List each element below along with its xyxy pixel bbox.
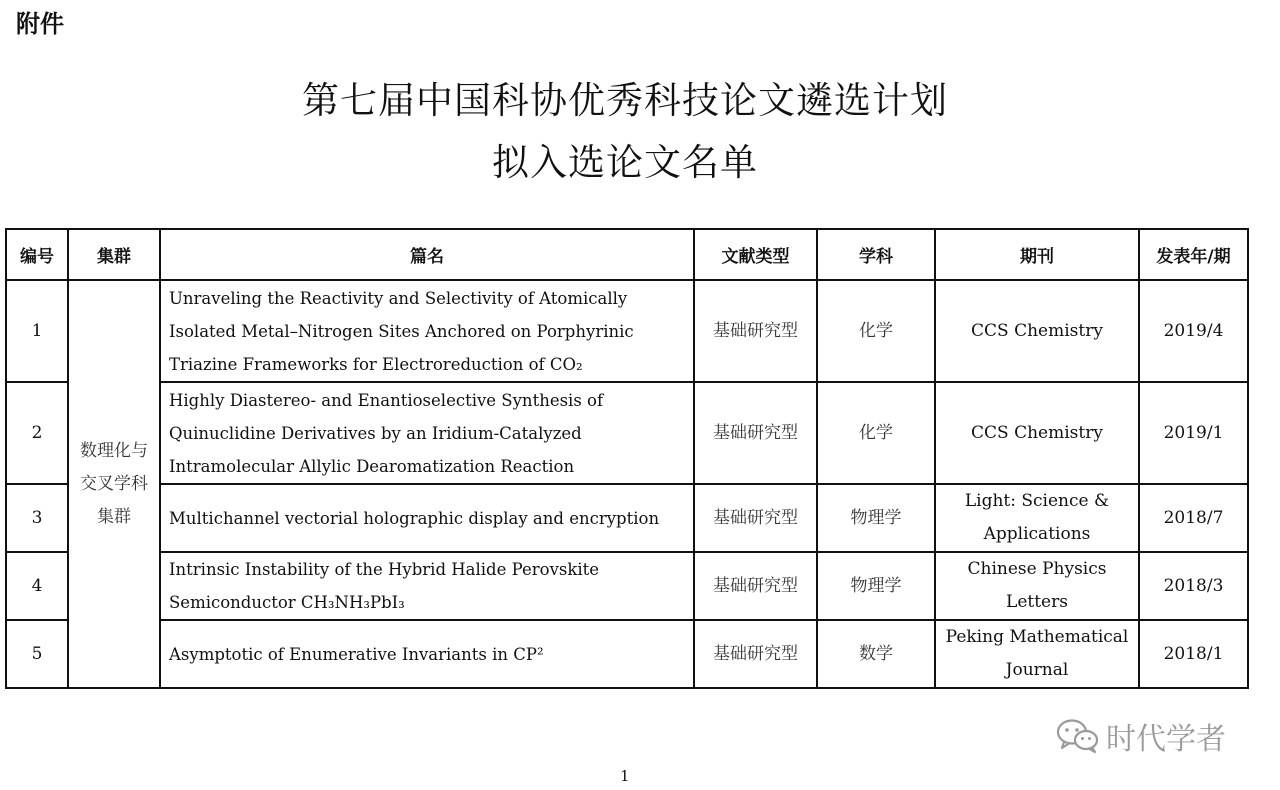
header-journal: 期刊 [935, 229, 1139, 280]
cell-subject: 数学 [817, 620, 935, 688]
cell-journal: CCS Chemistry [935, 382, 1139, 484]
cell-doc-type: 基础研究型 [694, 552, 817, 620]
attachment-label: 附件 [16, 10, 64, 38]
cell-subject: 化学 [817, 280, 935, 382]
cell-title: Highly Diastereo- and Enantioselective Synthesis of Quinuclidine Derivatives by an Iridium-Catalyzed Intramolecular Allylic Dearomatization Reaction [160, 382, 694, 484]
cell-title: Intrinsic Instability of the Hybrid Halide Perovskite Semiconductor CH₃NH₃PbI₃ [160, 552, 694, 620]
cell-year-issue: 2018/7 [1139, 484, 1248, 552]
page-subtitle: 拟入选论文名单 [492, 141, 758, 184]
header-year-issue: 发表年/期 [1139, 229, 1248, 280]
cell-subject: 物理学 [817, 552, 935, 620]
table-row [6, 552, 1248, 620]
table-row [6, 484, 1248, 552]
cell-title: Asymptotic of Enumerative Invariants in CP² [160, 620, 694, 688]
cell-doc-type: 基础研究型 [694, 382, 817, 484]
cell-journal: CCS Chemistry [935, 280, 1139, 382]
cell-cluster: 数理化与交叉学科集群 [68, 280, 160, 688]
cell-title: Multichannel vectorial holographic display and encryption [160, 484, 694, 552]
cell-journal: Light: Science & Applications [935, 484, 1139, 552]
watermark [1056, 714, 1226, 758]
cell-number: 1 [6, 280, 68, 382]
header-cluster: 集群 [68, 229, 160, 280]
header-number: 编号 [6, 229, 68, 280]
cell-doc-type: 基础研究型 [694, 280, 817, 382]
cell-subject: 化学 [817, 382, 935, 484]
header-title: 篇名 [160, 229, 694, 280]
cell-doc-type: 基础研究型 [694, 484, 817, 552]
paper-list-table [5, 228, 1249, 689]
cell-journal: Chinese Physics Letters [935, 552, 1139, 620]
header-doc-type: 文献类型 [694, 229, 817, 280]
cell-title: Unraveling the Reactivity and Selectivity of Atomically Isolated Metal–Nitrogen Sites Anchored on Porphyrinic Triazine Frameworks for Electroreduction of CO₂ [160, 280, 694, 382]
cell-year-issue: 2019/4 [1139, 280, 1248, 382]
page-title: 第七届中国科协优秀科技论文遴选计划 [302, 79, 948, 122]
table-row [6, 382, 1248, 484]
cell-journal: Peking Mathematical Journal [935, 620, 1139, 688]
page-number: 1 [620, 767, 630, 785]
cell-year-issue: 2018/3 [1139, 552, 1248, 620]
cell-number: 5 [6, 620, 68, 688]
cell-number: 4 [6, 552, 68, 620]
watermark-text: 时代学者 [1106, 722, 1226, 757]
cell-year-issue: 2018/1 [1139, 620, 1248, 688]
cell-doc-type: 基础研究型 [694, 620, 817, 688]
cell-number: 2 [6, 382, 68, 484]
wechat-icon [1056, 717, 1100, 755]
table-row [6, 620, 1248, 688]
cell-number: 3 [6, 484, 68, 552]
table-header-row [6, 229, 1248, 280]
table-row [6, 280, 1248, 382]
cell-subject: 物理学 [817, 484, 935, 552]
cell-year-issue: 2019/1 [1139, 382, 1248, 484]
header-subject: 学科 [817, 229, 935, 280]
